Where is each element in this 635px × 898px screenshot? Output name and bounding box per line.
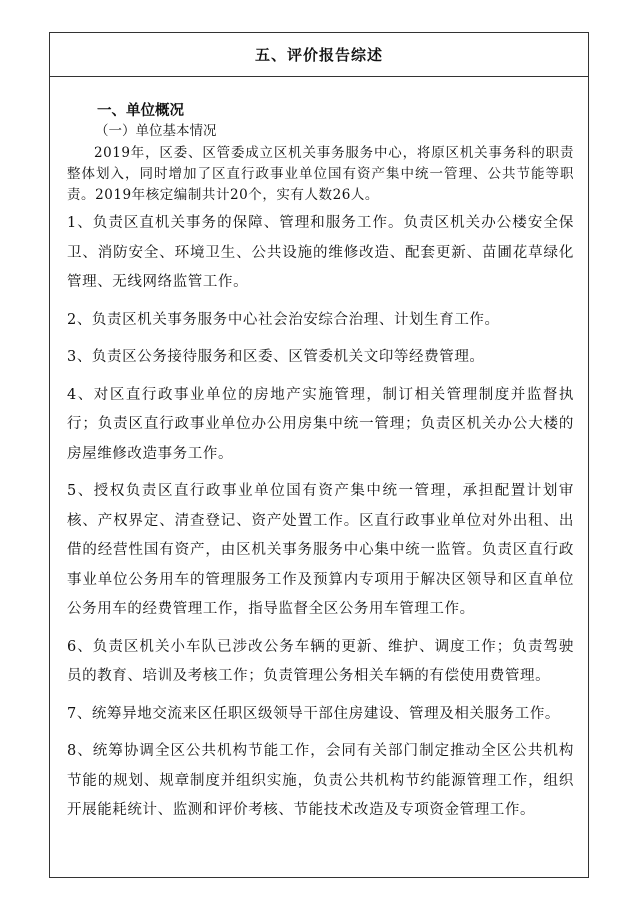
report-content xyxy=(50,77,588,834)
duty-item-1: 1、负责区直机关事务的保障、管理和服务工作。负责区机关办公楼安全保卫、消防安全、环境卫生、公共设施的维修改造、配套更新、苗圃花草绿化管理、无线网络监管工作。 xyxy=(67,215,574,290)
duty-item-7: 7、统筹异地交流来区任职区级领导干部住房建设、管理及相关服务工作。 xyxy=(67,705,561,722)
report-frame xyxy=(49,32,589,878)
duty-item-3: 3、负责区公务接待服务和区委、区管委机关文印等经费管理。 xyxy=(67,349,485,365)
duty-item-4: 4、对区直行政事业单位的房地产实施管理，制订相关管理制度并监督执行；负责区直行政事业单位办公用房集中统一管理；负责区机关办公大楼的房屋维修改造事务工作。 xyxy=(67,386,574,462)
page-title: 五、评价报告综述 xyxy=(254,46,383,64)
sub-heading: （一）单位基本情况 xyxy=(95,123,217,139)
duty-item-2: 2、负责区机关事务服务中心社会治安综合治理、计划生育工作。 xyxy=(67,311,500,328)
title-row xyxy=(50,33,588,77)
section-heading: 一、单位概况 xyxy=(97,103,184,119)
duty-item-6: 6、负责区机关小车队已涉改公务车辆的更新、维护、调度工作；负责驾驶员的教育、培训及考核工作；负责管理公务相关车辆的有偿使用费管理。 xyxy=(67,638,574,684)
duty-item-5: 5、授权负责区直行政事业单位国有资产集中统一管理，承担配置计划审核、产权界定、清查登记、资产处置工作。区直行政事业单位对外出租、出借的经营性国有资产，由区机关事务服务中心集中统一监管。负责区直行政事业单位公务用车的管理服务工作及预算内专项用于解决区领导和区直单位公务用车的经费管理工作，指导监督全区公务用车管理工作。 xyxy=(67,483,574,617)
duty-item-8: 8、统筹协调全区公共机构节能工作，会同有关部门制定推动全区公共机构节能的规划、规章制度并组织实施，负责公共机构节约能源管理工作，组织开展能耗统计、监测和评价考核、节能技术改造及专项资金管理工作。 xyxy=(67,743,574,818)
intro-paragraph: 2019年，区委、区管委成立区机关事务服务中心，将原区机关事务科的职责整体划入，同时增加了区直行政事业单位国有资产集中统一管理、公共节能等职责。2019年核定编制共计20个，实有人数26人。 xyxy=(67,145,574,203)
